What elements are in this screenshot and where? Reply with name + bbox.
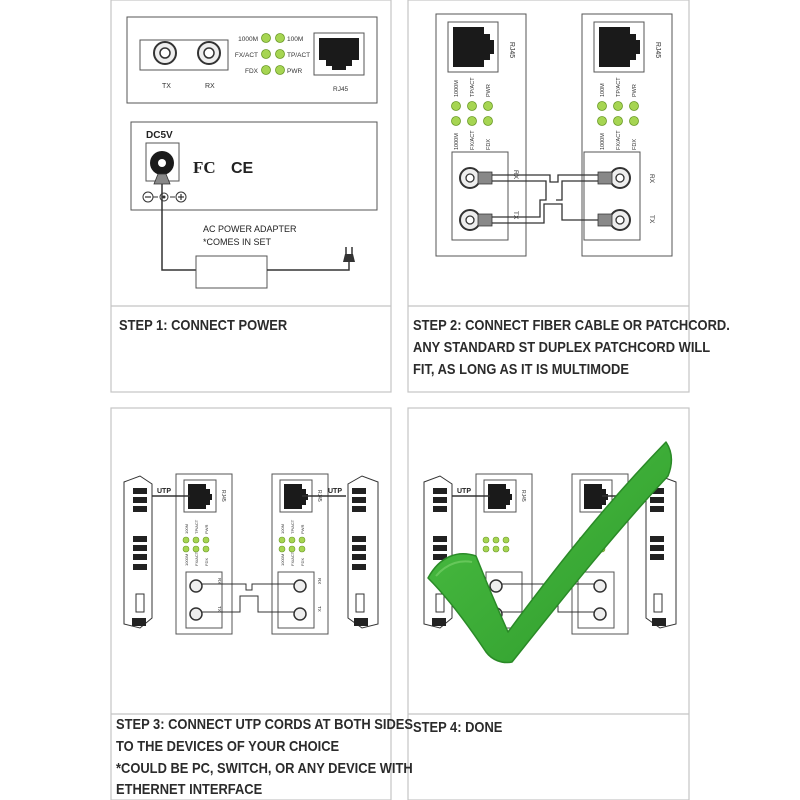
led-label-fx-act: FX/ACT [234,52,258,59]
led-label-pwr: PWR [287,68,303,75]
converter-left [436,14,526,256]
panel-step4 [408,408,689,800]
network-switch-right [646,476,676,628]
fcc-logo-icon [193,158,216,177]
caption-line: STEP 2: CONNECT FIBER CABLE OR PATCHCORD. [413,317,730,334]
led-label-fdx: FDX [245,68,258,75]
led-label: 1000M [454,133,460,150]
caption-line: ETHERNET INTERFACE [116,781,263,798]
led-label: FDX [632,139,638,150]
rx-port-icon [294,580,306,592]
tx-port-icon [294,608,306,620]
converter-left [176,474,232,634]
led-label-1000m: 1000M [238,36,258,43]
led-icon [262,50,271,59]
led-label: TP/ACT [616,77,622,97]
tx-port-icon [154,42,176,64]
rj45-label: RJ45 [508,41,515,59]
rj45-port-icon [448,22,498,72]
rj45-port-icon [314,33,364,75]
caption-line: STEP 3: CONNECT UTP CORDS AT BOTH SIDES [116,716,413,733]
led-label: PWR [300,524,305,534]
network-switch-left [424,476,452,628]
led-label: FX/ACT [194,551,199,566]
adapter-label: AC POWER ADAPTER [203,224,297,234]
utp-label: UTP [457,488,471,495]
led-icon [276,34,285,43]
tx-port-icon [190,608,202,620]
tx-label: TX [162,83,171,90]
tx-label: TX [648,215,655,224]
led-label: 1000M [600,133,606,150]
converter-rear-panel [131,122,377,210]
led-label: FDX [300,558,305,566]
led-label: FX/ACT [470,130,476,150]
led-label: 100M [600,83,606,97]
led-icon [262,66,271,75]
led-label: FDX [486,139,492,150]
converter-right [272,474,328,634]
led-label-tp-act: TP/ACT [287,52,311,59]
tx-label: TX [317,606,322,612]
rx-port-icon [198,42,220,64]
step4-caption: STEP 4: DONE [413,719,503,736]
rj45-label: RJ45 [520,490,526,502]
svg-text:FC: FC [193,158,216,177]
rj45-label: RJ45 [316,490,322,502]
rx-port-icon [190,580,202,592]
rj45-label: RJ45 [333,86,349,93]
rx-label: RX [648,174,655,184]
rj45-label: RJ45 [220,490,226,502]
caption-line: FIT, AS LONG AS IT IS MULTIMODE [413,361,629,378]
led-label: TP/ACT [290,519,295,534]
rj45-label: RJ45 [654,41,661,59]
converter-front-panel [127,17,377,103]
led-label: TP/ACT [470,77,476,97]
caption-line: TO THE DEVICES OF YOUR CHOICE [116,738,340,755]
led-label: PWR [204,524,209,534]
dc-label: DC5V [146,130,173,141]
caption-line: ANY STANDARD ST DUPLEX PATCHCORD WILL [413,339,711,356]
adapter-note: *COMES IN SET [203,237,272,247]
led-label: 1000M [184,553,189,566]
led-label: TP/ACT [194,519,199,534]
led-label: 100M [184,523,189,534]
led-label: 100M [280,523,285,534]
led-label: PWR [632,84,638,97]
network-switch-left [124,476,152,628]
led-label: FDX [204,558,209,566]
tx-label: TX [512,211,519,220]
utp-label: UTP [328,488,342,495]
svg-text:CE: CE [231,160,254,177]
polarity-icon [143,192,186,202]
step1-caption: STEP 1: CONNECT POWER [119,317,288,334]
led-label: 1000M [280,553,285,566]
network-switch-right [348,476,378,628]
led-label: FX/ACT [616,130,622,150]
caption-line: *COULD BE PC, SWITCH, OR ANY DEVICE WITH [116,760,413,777]
led-icon [262,34,271,43]
rx-label: RX [217,578,222,585]
rx-label: RX [205,83,215,90]
tx-label: TX [217,606,222,612]
led-icon [276,66,285,75]
ce-logo-icon [231,160,254,177]
led-label: 1000M [454,80,460,97]
led-label: PWR [486,84,492,97]
led-icon [276,50,285,59]
led-label: FX/ACT [290,551,295,566]
rx-label: RX [512,170,519,180]
rx-label: RX [317,578,322,585]
led-label-100m: 100M [287,36,304,43]
utp-label: UTP [157,488,171,495]
rj45-port-icon [594,22,644,72]
